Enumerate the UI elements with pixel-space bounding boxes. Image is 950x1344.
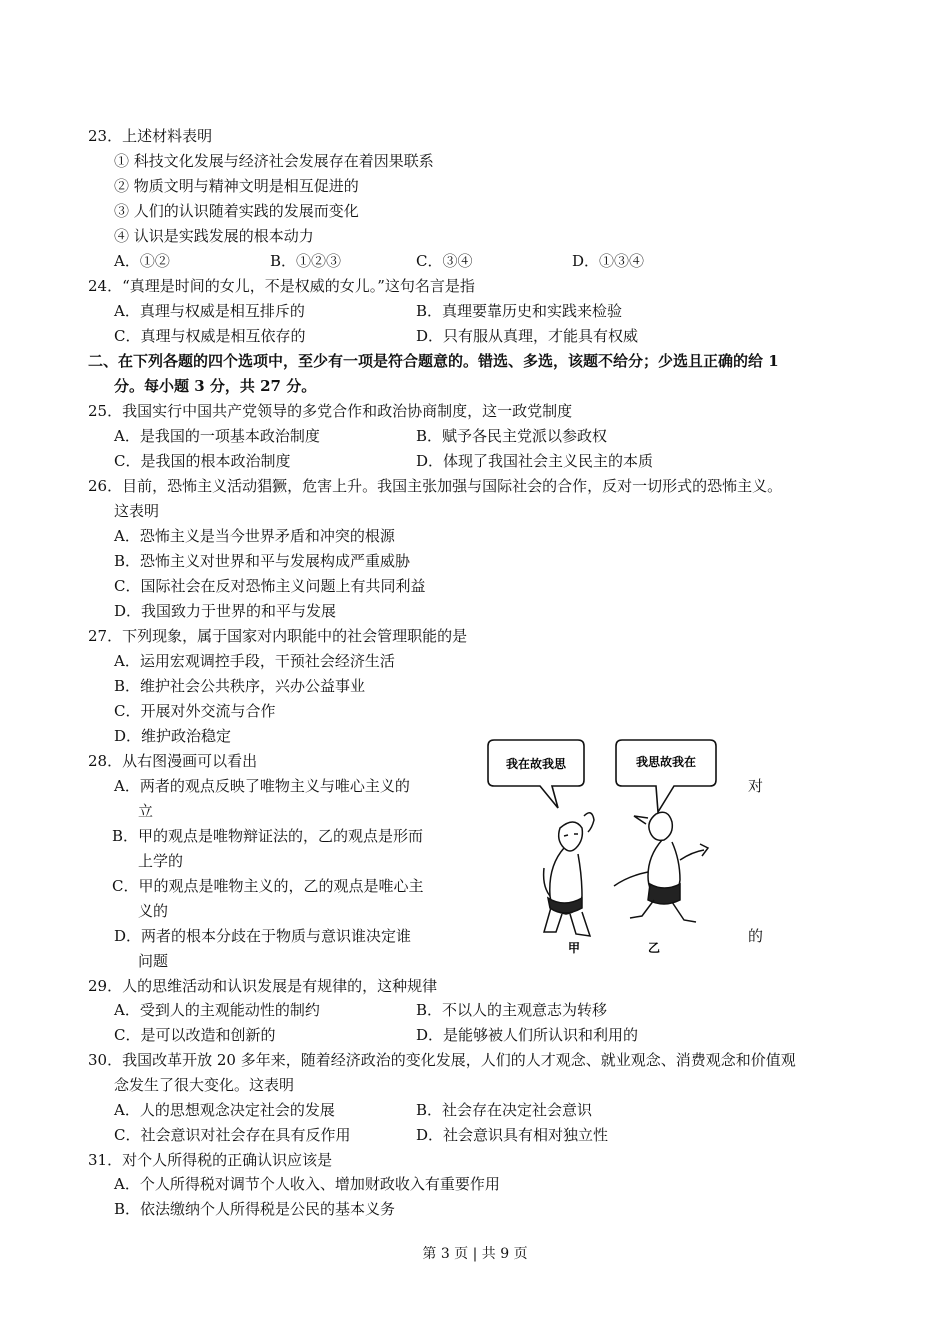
q28-option-a-cont: 立: [138, 802, 154, 820]
q30-option-d: D．社会意识具有相对独立性: [416, 1126, 609, 1144]
bubble-left-text: 我在故我思: [505, 757, 567, 771]
q28-option-a-tail: 对: [748, 777, 764, 795]
q29-option-a: A．受到人的主观能动性的制约: [114, 1001, 320, 1019]
q25-option-b: B．赋予各民主党派以参政权: [416, 427, 608, 445]
q27-option-d: D．维护政治稳定: [114, 727, 232, 745]
q24-option-c: C．真理与权威是相互依存的: [114, 327, 306, 345]
q28-option-a: A．两者的观点反映了唯物主义与唯心主义的: [114, 777, 410, 795]
q30-option-b: B．社会存在决定社会意识: [416, 1101, 593, 1119]
q28-option-c: C．甲的观点是唯物主义的，乙的观点是唯心主: [112, 877, 424, 895]
q31-option-a: A．个人所得税对调节个人收入、增加财政收入有重要作用: [114, 1175, 500, 1193]
q28-option-d: D．两者的根本分歧在于物质与意识谁决定谁: [114, 927, 412, 945]
section2-instructions: 二、在下列各题的四个选项中，至少有一项是符合题意的。错选、多选，该题不给分；少选且正确的给 1: [88, 352, 779, 370]
q28-option-d-tail: 的: [748, 927, 764, 945]
q27-stem: 27．下列现象，属于国家对内职能中的社会管理职能的是: [88, 627, 468, 645]
q23-option-a: A．①②: [114, 252, 170, 270]
q26-option-a: A．恐怖主义是当今世界矛盾和冲突的根源: [114, 527, 395, 545]
q26-stem: 26．目前，恐怖主义活动猖獗，危害上升。我国主张加强与国际社会的合作，反对一切形式的恐怖主义。: [88, 477, 783, 495]
q31-stem: 31．对个人所得税的正确认识应该是: [88, 1151, 333, 1169]
q29-option-d: D．是能够被人们所认识和利用的: [416, 1026, 639, 1044]
q25-option-c: C．是我国的根本政治制度: [114, 452, 291, 470]
figure-left: [544, 813, 594, 936]
q31-option-b: B．依法缴纳个人所得税是公民的基本义务: [114, 1200, 396, 1218]
figure-right-label: 乙: [647, 941, 661, 955]
q25-option-a: A．是我国的一项基本政治制度: [114, 427, 320, 445]
figure-right: [614, 812, 708, 922]
q24-stem: 24．“真理是时间的女儿，不是权威的女儿。”这句名言是指: [88, 277, 475, 295]
speech-bubble-right: [616, 740, 716, 812]
q28-stem: 28．从右图漫画可以看出: [88, 752, 258, 770]
q25-option-d: D．体现了我国社会主义民主的本质: [416, 452, 654, 470]
q28-option-d-cont: 问题: [138, 952, 169, 970]
q23-stem: 23．上述材料表明: [88, 127, 213, 145]
q23-item-2: ② 物质文明与精神文明是相互促进的: [114, 177, 359, 195]
q24-option-b: B．真理要靠历史和实践来检验: [416, 302, 623, 320]
q26-stem-cont: 这表明: [114, 502, 160, 520]
q28-option-c-cont: 义的: [138, 902, 169, 920]
q30-option-a: A．人的思想观念决定社会的发展: [114, 1101, 335, 1119]
q23-item-3: ③ 人们的认识随着实践的发展而变化: [114, 202, 359, 220]
q24-option-a: A．真理与权威是相互排斥的: [114, 302, 305, 320]
q28-option-b: B．甲的观点是唯物辩证法的，乙的观点是形而: [112, 827, 424, 845]
q30-option-c: C．社会意识对社会存在具有反作用: [114, 1126, 351, 1144]
q27-option-c: C．开展对外交流与合作: [114, 702, 276, 720]
q28-cartoon: [478, 736, 728, 964]
q29-option-b: B．不以人的主观意志为转移: [416, 1001, 608, 1019]
section2-instructions-cont: 分。每小题 3 分，共 27 分。: [114, 377, 317, 395]
figure-left-label: 甲: [567, 941, 581, 955]
q23-item-1: ① 科技文化发展与经济社会发展存在着因果联系: [114, 152, 434, 170]
q30-stem-cont: 念发生了很大变化。这表明: [114, 1076, 295, 1094]
q26-option-c: C．国际社会在反对恐怖主义问题上有共同利益: [114, 577, 426, 595]
bubble-right-text: 我思故我在: [635, 755, 697, 769]
q27-option-b: B．维护社会公共秩序，兴办公益事业: [114, 677, 366, 695]
q24-option-d: D．只有服从真理，才能具有权威: [416, 327, 639, 345]
q23-option-b: B．①②③: [270, 252, 342, 270]
q27-option-a: A．运用宏观调控手段，干预社会经济生活: [114, 652, 395, 670]
q26-option-b: B．恐怖主义对世界和平与发展构成严重威胁: [114, 552, 411, 570]
q30-stem: 30．我国改革开放 20 多年来，随着经济政治的变化发展，人们的人才观念、就业观念、消费观念和价值观: [88, 1051, 796, 1069]
q23-option-c: C．③④: [416, 252, 473, 270]
q28-option-b-cont: 上学的: [138, 852, 184, 870]
q29-stem: 29．人的思维活动和认识发展是有规律的，这种规律: [88, 977, 438, 995]
q29-option-c: C．是可以改造和创新的: [114, 1026, 276, 1044]
q23-item-4: ④ 认识是实践发展的根本动力: [114, 227, 314, 245]
speech-bubble-left: [488, 740, 584, 808]
page-footer: 第 3 页 | 共 9 页: [422, 1246, 528, 1262]
q26-option-d: D．我国致力于世界的和平与发展: [114, 602, 337, 620]
q25-stem: 25．我国实行中国共产党领导的多党合作和政治协商制度，这一政党制度: [88, 402, 573, 420]
q23-option-d: D．①③④: [572, 252, 645, 270]
